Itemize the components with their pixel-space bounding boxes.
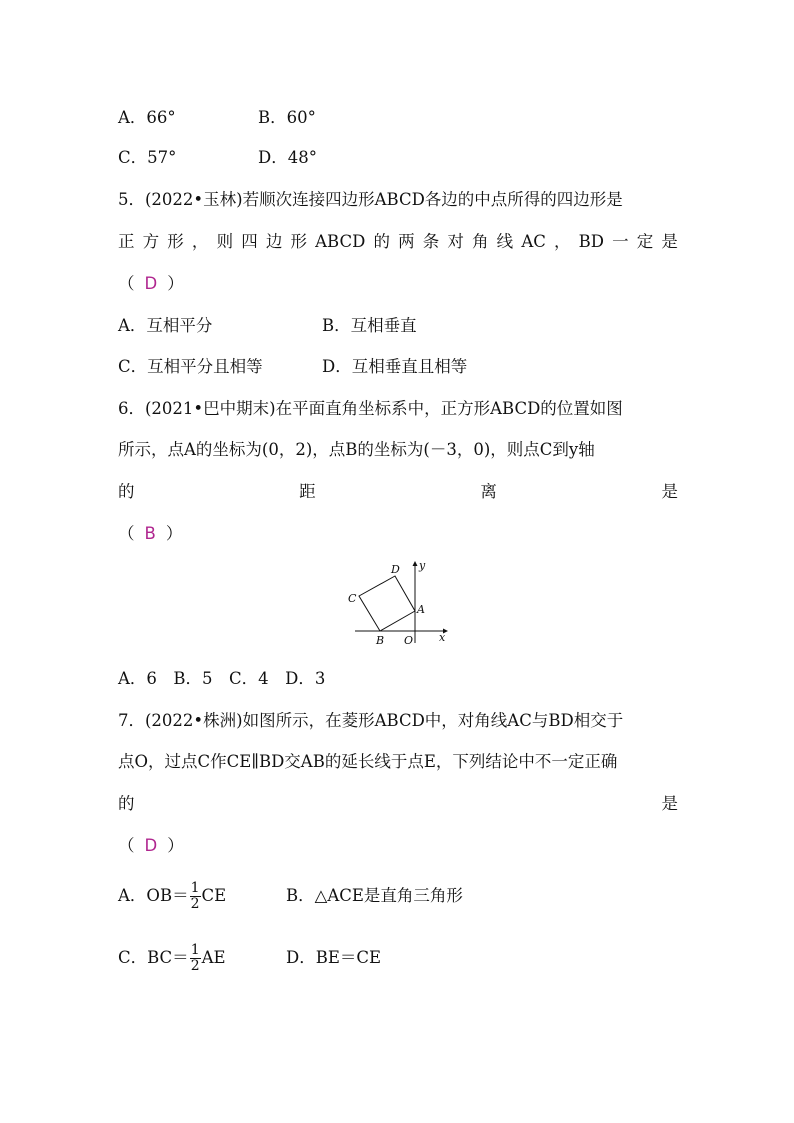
label-y: y: [419, 559, 426, 572]
q6-options: A．6 B．5 C．4 D．3: [118, 669, 326, 688]
q5-option-a: A．互相平分: [118, 316, 213, 335]
q7-stem-line3: 的 是: [118, 794, 678, 813]
q5-option-b: B．互相垂直: [322, 316, 417, 335]
q7-answer-bracket: （ D ）: [118, 836, 184, 855]
q5-option-c: C．互相平分且相等: [118, 357, 263, 376]
q7-option-b: B．△ACE是直角三角形: [286, 886, 463, 905]
q7-stem-line2: 点O，过点C作CE∥BD交AB的延长线于点E，下列结论中不一定正确: [118, 752, 618, 771]
label-o: O: [404, 634, 414, 647]
label-b: B: [376, 634, 385, 647]
q4-option-d: D．48°: [258, 148, 317, 167]
q6-answer: B: [144, 524, 156, 543]
q4-option-a: A．66°: [118, 108, 176, 127]
label-d: D: [391, 563, 400, 576]
label-c: C: [348, 592, 357, 605]
q5-stem-line2: 正 方 形 ， 则 四 边 形 ABCD 的 两 条 对 角 线 AC ， BD 一 定 是: [118, 232, 678, 251]
label-a: A: [417, 603, 425, 616]
q5-option-d: D．互相垂直且相等: [322, 357, 468, 376]
q6-square-figure: [345, 556, 455, 648]
fraction-one-half: $\frac{1}{2}$: [190, 880, 200, 912]
label-x: x: [439, 631, 446, 644]
q6-stem-line1: 6．(2021•巴中期末)在平面直角坐标系中，正方形ABCD的位置如图: [118, 399, 623, 418]
q7-option-a: A．OB＝ $\frac{1}{2}$ CE: [118, 880, 227, 912]
y-axis-arrow: [413, 561, 418, 566]
q5-answer-bracket: （ D ）: [118, 274, 184, 293]
q7-stem-line1: 7．(2022•株洲)如图所示，在菱形ABCD中，对角线AC与BD相交于: [118, 711, 624, 730]
q6-stem-line2: 所示，点A的坐标为(0，2)，点B的坐标为(－3，0)，则点C到y轴: [118, 440, 595, 459]
q7-answer: D: [144, 836, 158, 855]
q4-option-b: B．60°: [258, 108, 316, 127]
q5-stem-line1: 5．(2022•玉林)若顺次连接四边形ABCD各边的中点所得的四边形是: [118, 190, 623, 209]
square-abcd: [359, 576, 415, 631]
q4-option-c: C．57°: [118, 148, 177, 167]
q6-answer-bracket: （ B ）: [118, 524, 183, 543]
q7-option-d: D．BE＝CE: [286, 948, 382, 967]
fraction-one-half: $\frac{1}{2}$: [190, 942, 200, 974]
q5-answer: D: [144, 274, 158, 293]
q6-stem-line3: 的 距 离 是: [118, 482, 678, 501]
q7-option-c: C．BC＝ $\frac{1}{2}$ AE: [118, 942, 226, 974]
